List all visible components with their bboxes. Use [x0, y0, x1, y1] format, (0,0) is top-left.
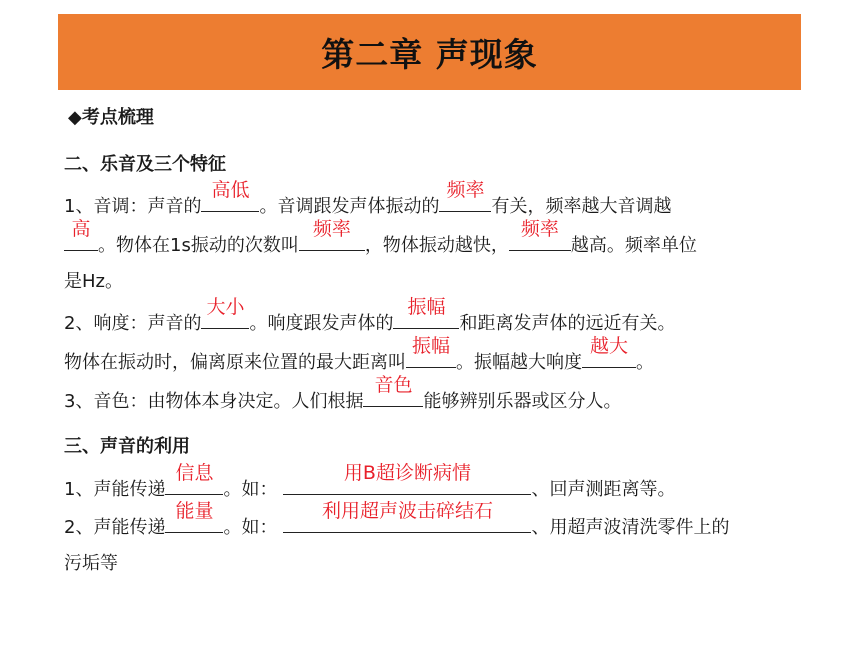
text: 和距离发声体的远近有关。	[459, 313, 676, 334]
text: 、回声测距离等。	[531, 479, 676, 500]
timbre-line	[64, 374, 622, 415]
answer: 频率	[520, 218, 559, 240]
answer: 音色	[374, 374, 413, 396]
fill-blank	[201, 179, 259, 212]
text: 。音调跟发声体振动的	[259, 196, 440, 217]
text: 。如：	[223, 479, 278, 500]
pitch-line-3	[64, 269, 123, 295]
energy-line-2	[64, 551, 118, 577]
fill-blank	[64, 218, 98, 251]
fill-blank	[406, 335, 456, 368]
text: 2、声能传递	[64, 517, 166, 538]
fill-blank	[582, 335, 636, 368]
text: 。响度跟发声体的	[249, 313, 394, 334]
fill-blank	[165, 500, 223, 533]
fill-blank	[509, 218, 571, 251]
answer: 用B超诊断病情	[343, 462, 471, 484]
title-banner	[58, 14, 801, 90]
answer: 越大	[589, 335, 629, 357]
answer: 振幅	[411, 335, 451, 357]
fill-blank	[201, 296, 249, 329]
part2-heading: 二、乐音及三个特征	[64, 154, 226, 175]
fill-blank	[165, 462, 223, 495]
fill-blank	[363, 374, 423, 407]
text: 。物体在1s振动的次数叫	[98, 235, 299, 256]
fill-blank	[299, 218, 365, 251]
text: 有关，频率越大音调越	[491, 196, 672, 217]
fill-blank	[283, 500, 531, 533]
answer: 振幅	[407, 296, 446, 318]
section-header: ◆考点梳理	[68, 107, 154, 128]
answer: 信息	[175, 462, 214, 484]
fill-blank	[283, 462, 531, 495]
text: 物体在振动时，偏离原来位置的最大距离叫	[64, 352, 406, 373]
answer: 大小	[206, 296, 245, 318]
pitch-line-1	[64, 179, 672, 220]
text: 。	[636, 352, 654, 373]
text: 1、声能传递	[64, 479, 166, 500]
text: 。振幅越大响度	[456, 352, 582, 373]
page-title: 第二章 声现象	[321, 34, 538, 74]
text: 是Hz。	[64, 271, 123, 292]
energy-line-1	[64, 500, 730, 541]
text: ，物体振动越快，	[364, 235, 509, 256]
answer: 利用超声波击碎结石	[321, 500, 493, 522]
part3-heading: 三、声音的利用	[64, 436, 190, 457]
answer: 高低	[211, 179, 250, 201]
text: 污垢等	[64, 553, 118, 574]
text: 。如：	[223, 517, 278, 538]
loudness-line-1	[64, 296, 676, 337]
pitch-line-2	[64, 218, 697, 259]
answer: 频率	[312, 218, 351, 240]
text: 3、音色：由物体本身决定。人们根据	[64, 391, 364, 412]
answer: 频率	[446, 179, 485, 201]
text: 1、音调：声音的	[64, 196, 202, 217]
text: 2、响度：声音的	[64, 313, 202, 334]
answer: 高	[71, 218, 91, 240]
text: 能够辨别乐器或区分人。	[423, 391, 622, 412]
answer: 能量	[175, 500, 214, 522]
text: 、用超声波清洗零件上的	[531, 517, 730, 538]
fill-blank	[393, 296, 459, 329]
text: 越高。频率单位	[570, 235, 697, 256]
fill-blank	[439, 179, 491, 212]
loudness-line-2	[64, 335, 654, 376]
